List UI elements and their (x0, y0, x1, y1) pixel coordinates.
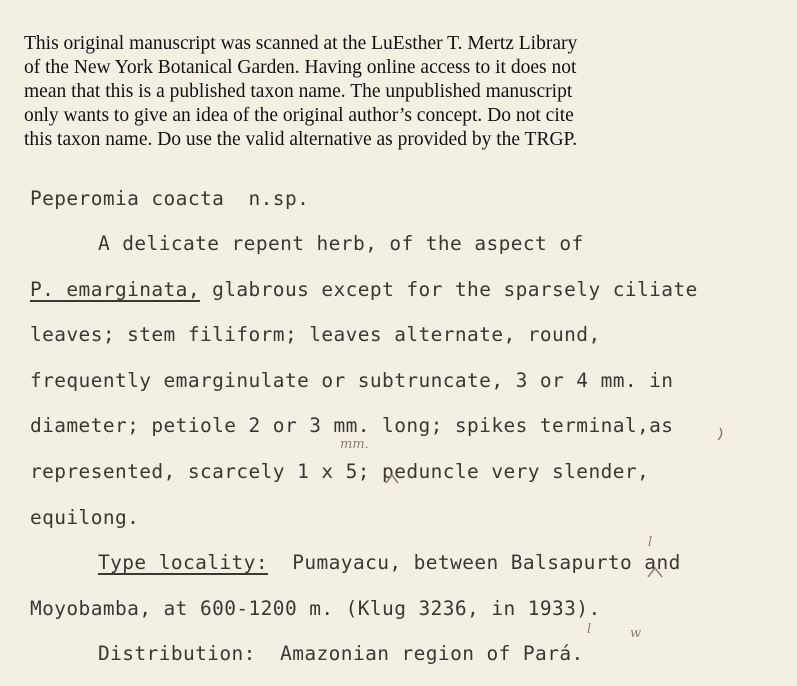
notice-line: mean that this is a published taxon name. The unpublished manuscript (24, 81, 573, 102)
species-title: Peperomia coacta n.sp. (30, 187, 310, 210)
handwritten-w-annotation: w (630, 626, 642, 641)
caret-mark (386, 475, 398, 483)
locality-line: Moyobamba, at 600-1200 m. (Klug 3236, in 1933). (30, 597, 601, 620)
handwritten-l-annotation: l (648, 535, 653, 550)
description-line: frequently emarginulate or subtruncate, 3 or 4 mm. in (30, 369, 674, 392)
notice-line: only wants to give an idea of the original author’s concept. Do not cite (24, 105, 574, 126)
description-line: represented, scarcely 1 x 5; peduncle very slender, (30, 460, 650, 483)
caret-mark (648, 568, 662, 577)
underlined-species-name: P. emarginata, (30, 278, 200, 301)
description-line: A delicate repent herb, of the aspect of (98, 232, 584, 255)
notice-line: of the New York Botanical Garden. Having online access to it does not (24, 57, 577, 78)
handwritten-l-annotation: l (587, 622, 592, 637)
comma-mark (718, 428, 722, 440)
distribution-value: Amazonian region of Pará. (255, 642, 584, 665)
handwritten-mm-annotation: mm. (340, 437, 369, 452)
description-text: glabrous except for the sparsely ciliate (199, 278, 698, 301)
distribution-label: Distribution: (98, 642, 256, 665)
notice-line: this taxon name. Do use the valid alternative as provided by the TRGP. (24, 129, 578, 150)
description-line: diameter; petiole 2 or 3 mm. long; spikes terminal,as (30, 414, 674, 437)
type-locality-label: Type locality: (98, 551, 268, 574)
notice-line: This original manuscript was scanned at the LuEsther T. Mertz Library (24, 33, 578, 54)
description-line: leaves; stem filiform; leaves alternate, round, (30, 323, 601, 346)
type-locality-value: Pumayacu, between Balsapurto and (267, 551, 681, 574)
description-line: equilong. (30, 506, 140, 529)
